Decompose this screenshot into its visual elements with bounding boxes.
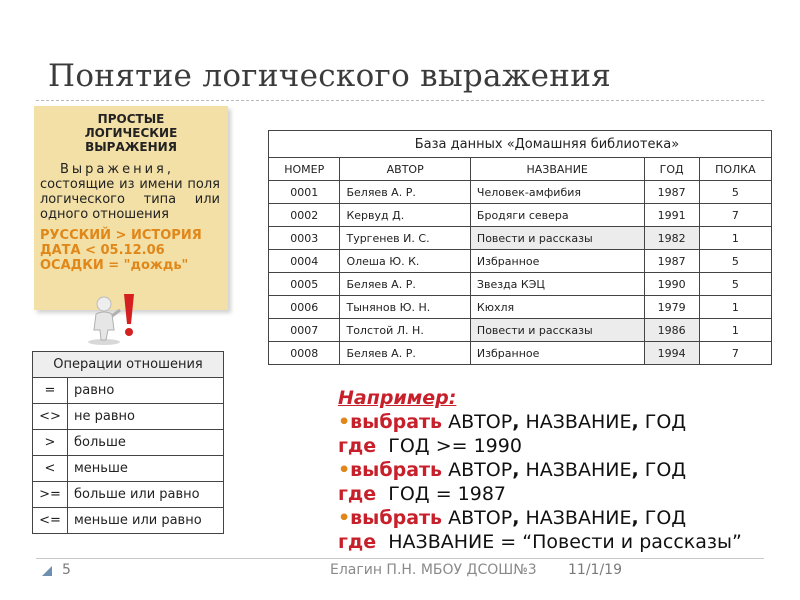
definition-body: состоящие из имени поля логического типа или одного отношения	[40, 177, 220, 222]
select-field: ГОД	[644, 411, 687, 433]
relation-operations-header: Операции отношения	[33, 352, 224, 378]
record-number: 0001	[269, 181, 340, 204]
simple-expressions-definition	[34, 154, 228, 222]
table-row	[269, 319, 772, 342]
operator-meaning: меньше или равно	[68, 508, 224, 534]
table-row	[269, 250, 772, 273]
record-title: Бродяги севера	[470, 204, 644, 227]
condition-text: НАЗВАНИЕ = “Повести и рассказы”	[388, 531, 742, 553]
record-year: 1994	[644, 342, 699, 365]
record-year: 1990	[644, 273, 699, 296]
record-shelf: 1	[699, 319, 771, 342]
select-field: АВТОР	[448, 411, 513, 433]
select-field: НАЗВАНИЕ	[525, 411, 632, 433]
query-example-1: •выбрать АВТОР, НАЗВАНИЕ, ГОД	[338, 411, 687, 433]
database-caption: База данных «Домашняя библиотека»	[269, 131, 772, 158]
slide-number: 5	[62, 562, 71, 578]
record-shelf: 5	[699, 273, 771, 296]
record-author: Тынянов Ю. Н.	[340, 296, 470, 319]
column-header-title: НАЗВАНИЕ	[470, 158, 644, 181]
table-row	[269, 296, 772, 319]
record-year: 1982	[644, 227, 699, 250]
triangle-arrow-icon	[40, 564, 54, 578]
table-row	[269, 273, 772, 296]
record-number: 0005	[269, 273, 340, 296]
record-title: Избранное	[470, 250, 644, 273]
query-condition-1	[338, 434, 758, 458]
select-keyword: выбрать	[350, 507, 443, 529]
operator-symbol: <	[33, 456, 68, 482]
heading-line-1: ПРОСТЫЕ	[97, 112, 165, 126]
column-header-year: ГОД	[644, 158, 699, 181]
table-row	[269, 181, 772, 204]
where-keyword: где	[338, 435, 377, 457]
record-shelf: 1	[699, 227, 771, 250]
operator-meaning: не равно	[68, 404, 224, 430]
definition-lead: Выражения,	[60, 162, 175, 177]
record-title: Человек-амфибия	[470, 181, 644, 204]
record-shelf: 5	[699, 181, 771, 204]
record-title: Избранное	[470, 342, 644, 365]
record-title: Звезда КЭЦ	[470, 273, 644, 296]
library-database-table	[268, 130, 772, 365]
operator-meaning: больше	[68, 430, 224, 456]
select-field: НАЗВАНИЕ	[525, 507, 632, 529]
select-field: АВТОР	[448, 507, 513, 529]
simple-expressions-panel	[34, 106, 228, 310]
footer-date: 11/1/19	[568, 562, 622, 578]
record-number: 0002	[269, 204, 340, 227]
record-number: 0008	[269, 342, 340, 365]
record-year: 1991	[644, 204, 699, 227]
condition-text: ГОД = 1987	[388, 483, 507, 505]
operator-symbol: <=	[33, 508, 68, 534]
operator-symbol: >=	[33, 482, 68, 508]
query-examples	[338, 386, 758, 554]
condition-text: ГОД >= 1990	[388, 435, 522, 457]
operator-symbol: >	[33, 430, 68, 456]
select-keyword: выбрать	[350, 411, 443, 433]
table-row	[33, 482, 224, 508]
table-row	[33, 404, 224, 430]
record-shelf: 1	[699, 296, 771, 319]
heading-line-2: ЛОГИЧЕСКИЕ	[84, 126, 178, 140]
table-row	[269, 227, 772, 250]
footer-author: Елагин П.Н. МБОУ ДСОШ№3	[330, 562, 537, 578]
record-title: Кюхля	[470, 296, 644, 319]
record-title: Повести и рассказы	[470, 227, 644, 250]
query-example-2: •выбрать АВТОР, НАЗВАНИЕ, ГОД	[338, 459, 687, 481]
record-year: 1979	[644, 296, 699, 319]
query-condition-2	[338, 482, 758, 506]
record-author: Тургенев И. С.	[340, 227, 470, 250]
title-divider	[36, 100, 764, 101]
query-example-3: •выбрать АВТОР, НАЗВАНИЕ, ГОД	[338, 507, 687, 529]
record-shelf: 7	[699, 204, 771, 227]
record-shelf: 7	[699, 342, 771, 365]
record-number: 0004	[269, 250, 340, 273]
footer-divider	[36, 558, 764, 559]
select-field: ГОД	[644, 459, 687, 481]
operator-meaning: меньше	[68, 456, 224, 482]
table-row	[269, 204, 772, 227]
record-title: Повести и рассказы	[470, 319, 644, 342]
operator-symbol: =	[33, 378, 68, 404]
record-year: 1987	[644, 181, 699, 204]
operator-meaning: равно	[68, 378, 224, 404]
record-author: Беляев А. Р.	[340, 273, 470, 296]
simple-example-2: ДАТА < 05.12.06	[40, 243, 165, 258]
record-author: Беляев А. Р.	[340, 181, 470, 204]
select-field: ГОД	[644, 507, 687, 529]
record-number: 0007	[269, 319, 340, 342]
thinking-person-icon	[84, 290, 144, 346]
select-field: АВТОР	[448, 459, 513, 481]
operator-symbol: <>	[33, 404, 68, 430]
table-row	[33, 378, 224, 404]
slide-title: Понятие логического выражения	[48, 58, 612, 94]
record-author: Толстой Л. Н.	[340, 319, 470, 342]
record-author: Олеша Ю. К.	[340, 250, 470, 273]
record-author: Кервуд Д.	[340, 204, 470, 227]
relation-operations-table	[32, 351, 224, 534]
heading-line-3: ВЫРАЖЕНИЯ	[85, 140, 177, 154]
column-header-author: АВТОР	[340, 158, 470, 181]
table-row	[33, 456, 224, 482]
query-condition-3	[338, 530, 758, 554]
bullet-icon: •	[338, 459, 351, 481]
bullet-icon: •	[338, 507, 351, 529]
operator-meaning: больше или равно	[68, 482, 224, 508]
record-year: 1987	[644, 250, 699, 273]
examples-heading: Например:	[338, 387, 457, 409]
simple-example-3: ОСАДКИ = "дождь"	[40, 258, 189, 273]
table-row	[33, 430, 224, 456]
table-row	[33, 508, 224, 534]
column-header-shelf: ПОЛКА	[699, 158, 771, 181]
select-field: НАЗВАНИЕ	[525, 459, 632, 481]
simple-example-1: РУССКИЙ > ИСТОРИЯ	[40, 228, 202, 243]
bullet-icon: •	[338, 411, 351, 433]
record-shelf: 5	[699, 250, 771, 273]
table-row	[269, 342, 772, 365]
where-keyword: где	[338, 483, 377, 505]
record-author: Беляев А. Р.	[340, 342, 470, 365]
select-keyword: выбрать	[350, 459, 443, 481]
simple-expressions-examples	[34, 222, 228, 273]
where-keyword: где	[338, 531, 377, 553]
record-year: 1986	[644, 319, 699, 342]
record-number: 0003	[269, 227, 340, 250]
record-number: 0006	[269, 296, 340, 319]
simple-expressions-heading	[34, 112, 228, 154]
column-header-number: НОМЕР	[269, 158, 340, 181]
